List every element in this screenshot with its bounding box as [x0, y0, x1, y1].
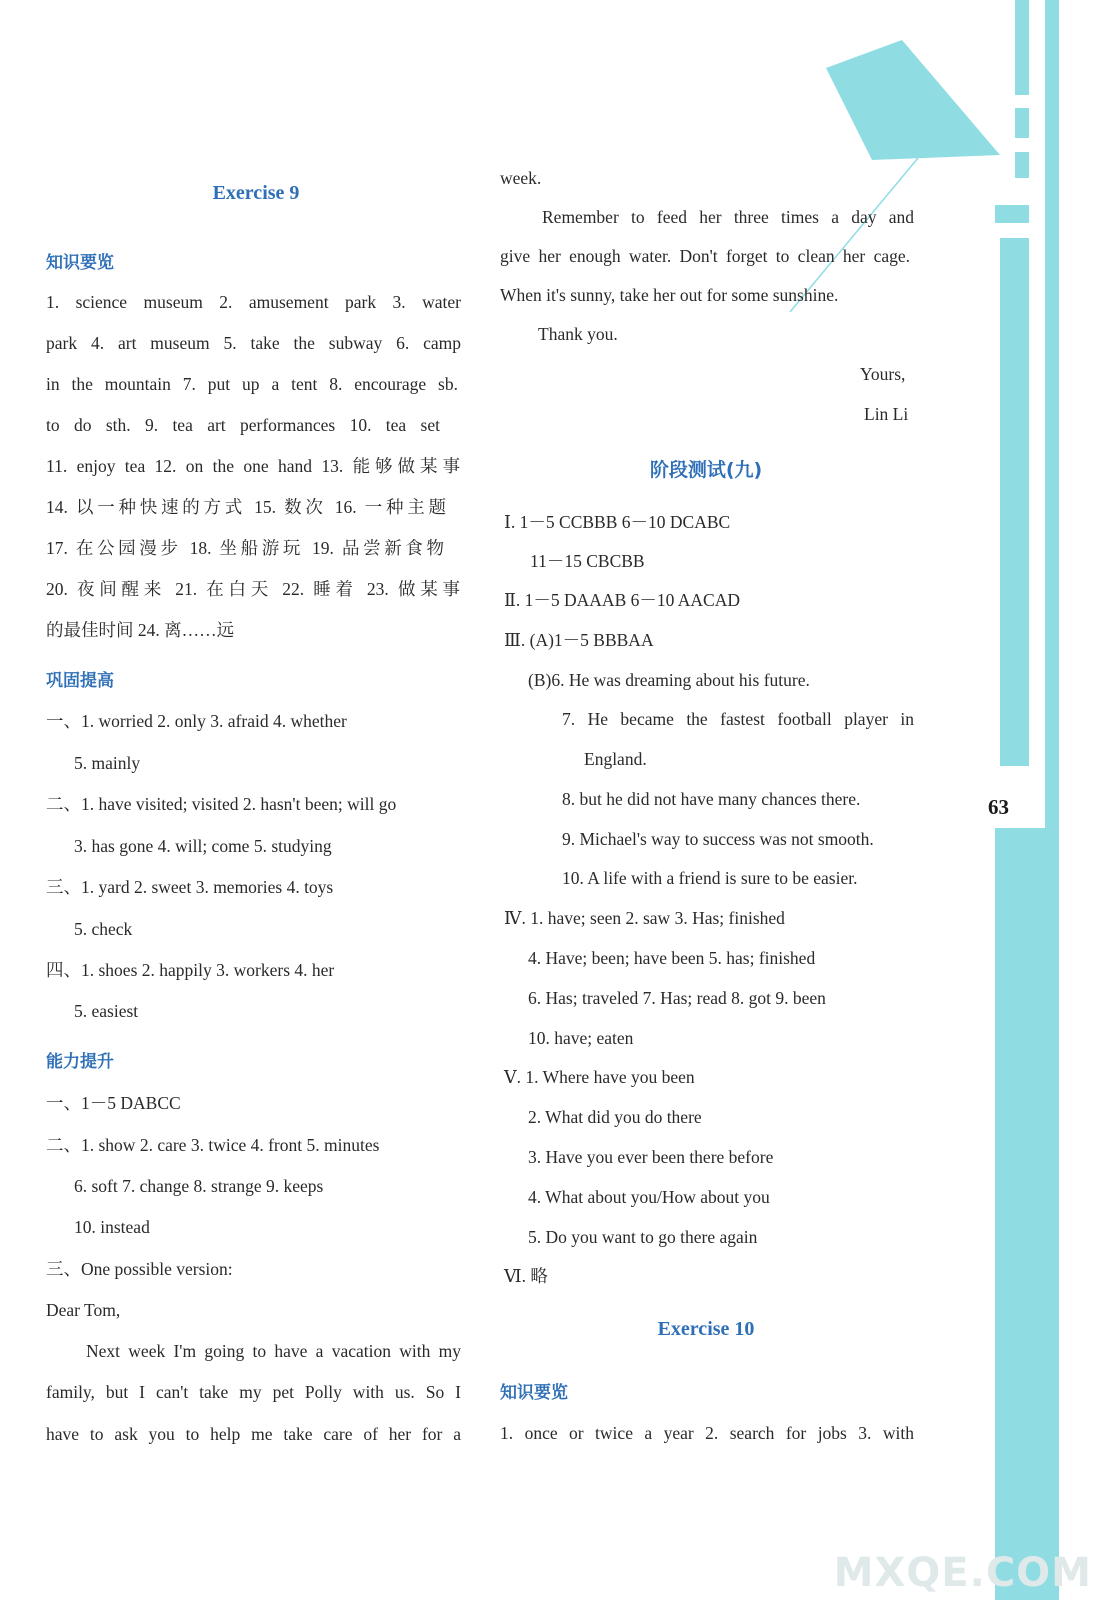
answer-line: (B)6. He was dreaming about his future.	[528, 670, 810, 690]
exercise-10-title: Exercise 10	[657, 1318, 755, 1340]
answer-line: 6. Has; traveled 7. Has; read 8. got 9. been	[528, 988, 826, 1008]
text-line: 二、1. have visited; visited 2. hasn't been; will go	[46, 794, 397, 814]
text-line: 1. science museum 2. amusement park 3. water	[46, 292, 461, 312]
text-line: 10. instead	[74, 1217, 150, 1237]
answer-line: Ⅱ. 1－5 DAAAB 6－10 AACAD	[504, 590, 741, 610]
text-line: Next week I'm going to have a vacation with my	[86, 1341, 461, 1361]
text-line: 四、1. shoes 2. happily 3. workers 4. her	[46, 960, 335, 980]
letter-line: Thank you.	[538, 324, 618, 344]
section-heading-consolidate: 巩固提高	[46, 671, 114, 691]
text-line: 三、1. yard 2. sweet 3. memories 4. toys	[46, 877, 334, 897]
letter-line: Remember to feed her three times a day and	[542, 207, 914, 227]
text-line: 一、1. worried 2. only 3. afraid 4. whether	[46, 711, 347, 731]
text-line: 14. 以一种快速的方式 15. 数次 16. 一种主题	[46, 497, 446, 517]
letter-line: week.	[500, 168, 542, 188]
answer-line: Ⅵ. 略	[504, 1266, 548, 1286]
section-heading-ability: 能力提升	[46, 1052, 114, 1072]
letter-line: give her enough water. Don't forget to clean her cage.	[500, 246, 910, 266]
section-heading-knowledge: 知识要览	[46, 253, 114, 273]
text-line: 三、One possible version:	[46, 1259, 233, 1279]
text-line: 17. 在公园漫步 18. 坐船游玩 19. 品尝新食物	[46, 538, 444, 558]
watermark-logo: MXQE.COM	[833, 1550, 1092, 1596]
answer-line: 4. What about you/How about you	[528, 1187, 770, 1207]
page-number: 63	[988, 795, 1009, 819]
letter-line: When it's sunny, take her out for some sunshine.	[500, 285, 839, 305]
answer-line: 2. What did you do there	[528, 1107, 702, 1127]
text-line: 的最佳时间 24. 离……远	[46, 620, 235, 640]
answer-line: Ⅲ. (A)1－5 BBBAA	[504, 630, 654, 650]
answer-line: 5. Do you want to go there again	[528, 1227, 758, 1247]
text-line: 5. mainly	[74, 753, 141, 773]
text-line: 一、1－5 DABCC	[46, 1093, 181, 1113]
answer-line: 7. He became the fastest football player in	[562, 709, 914, 729]
answer-line: 3. Have you ever been there before	[528, 1147, 774, 1167]
text-line: to do sth. 9. tea art performances 10. tea set	[46, 415, 440, 435]
text-line: family, but I can't take my pet Polly with us. So I	[46, 1382, 461, 1402]
answer-line: Ⅴ. 1. Where have you been	[504, 1067, 695, 1087]
text-line: 5. easiest	[74, 1001, 139, 1021]
text-line: park 4. art museum 5. take the subway 6. camp	[46, 333, 461, 353]
kite-icon	[826, 40, 1000, 160]
letter-signature: Lin Li	[864, 404, 909, 424]
section-heading-knowledge-2: 知识要览	[500, 1383, 568, 1403]
text-line: 二、1. show 2. care 3. twice 4. front 5. minutes	[46, 1135, 380, 1155]
answer-line: Ⅰ. 1－5 CCBBB 6－10 DCABC	[504, 512, 731, 532]
answer-line: England.	[584, 749, 647, 769]
answer-line: 10. have; eaten	[528, 1028, 634, 1048]
exercise-9-title: Exercise 9	[212, 182, 300, 204]
text-line: 3. has gone 4. will; come 5. studying	[74, 836, 332, 856]
text-line: 11. enjoy tea 12. on the one hand 13. 能够做某事	[46, 456, 460, 476]
answer-line: 11－15 CBCBB	[530, 551, 645, 571]
text-line: in the mountain 7. put up a tent 8. encourage sb.	[46, 374, 458, 394]
answer-line: 9. Michael's way to success was not smooth.	[562, 829, 874, 849]
text-line: 5. check	[74, 919, 133, 939]
answer-line: 8. but he did not have many chances there.	[562, 789, 861, 809]
stage-test-title: 阶段测试(九)	[649, 459, 763, 481]
text-line: have to ask you to help me take care of her for a	[46, 1424, 461, 1444]
text-line: Dear Tom,	[46, 1300, 121, 1320]
answer-line: Ⅳ. 1. have; seen 2. saw 3. Has; finished	[504, 908, 785, 928]
text-line: 1. once or twice a year 2. search for jobs 3. with	[500, 1423, 914, 1443]
text-line: 20. 夜间醒来 21. 在白天 22. 睡着 23. 做某事	[46, 579, 460, 599]
answer-line: 10. A life with a friend is sure to be easier.	[562, 868, 858, 888]
letter-signoff: Yours,	[860, 364, 906, 384]
text-line: 6. soft 7. change 8. strange 9. keeps	[74, 1176, 324, 1196]
answer-line: 4. Have; been; have been 5. has; finished	[528, 948, 816, 968]
